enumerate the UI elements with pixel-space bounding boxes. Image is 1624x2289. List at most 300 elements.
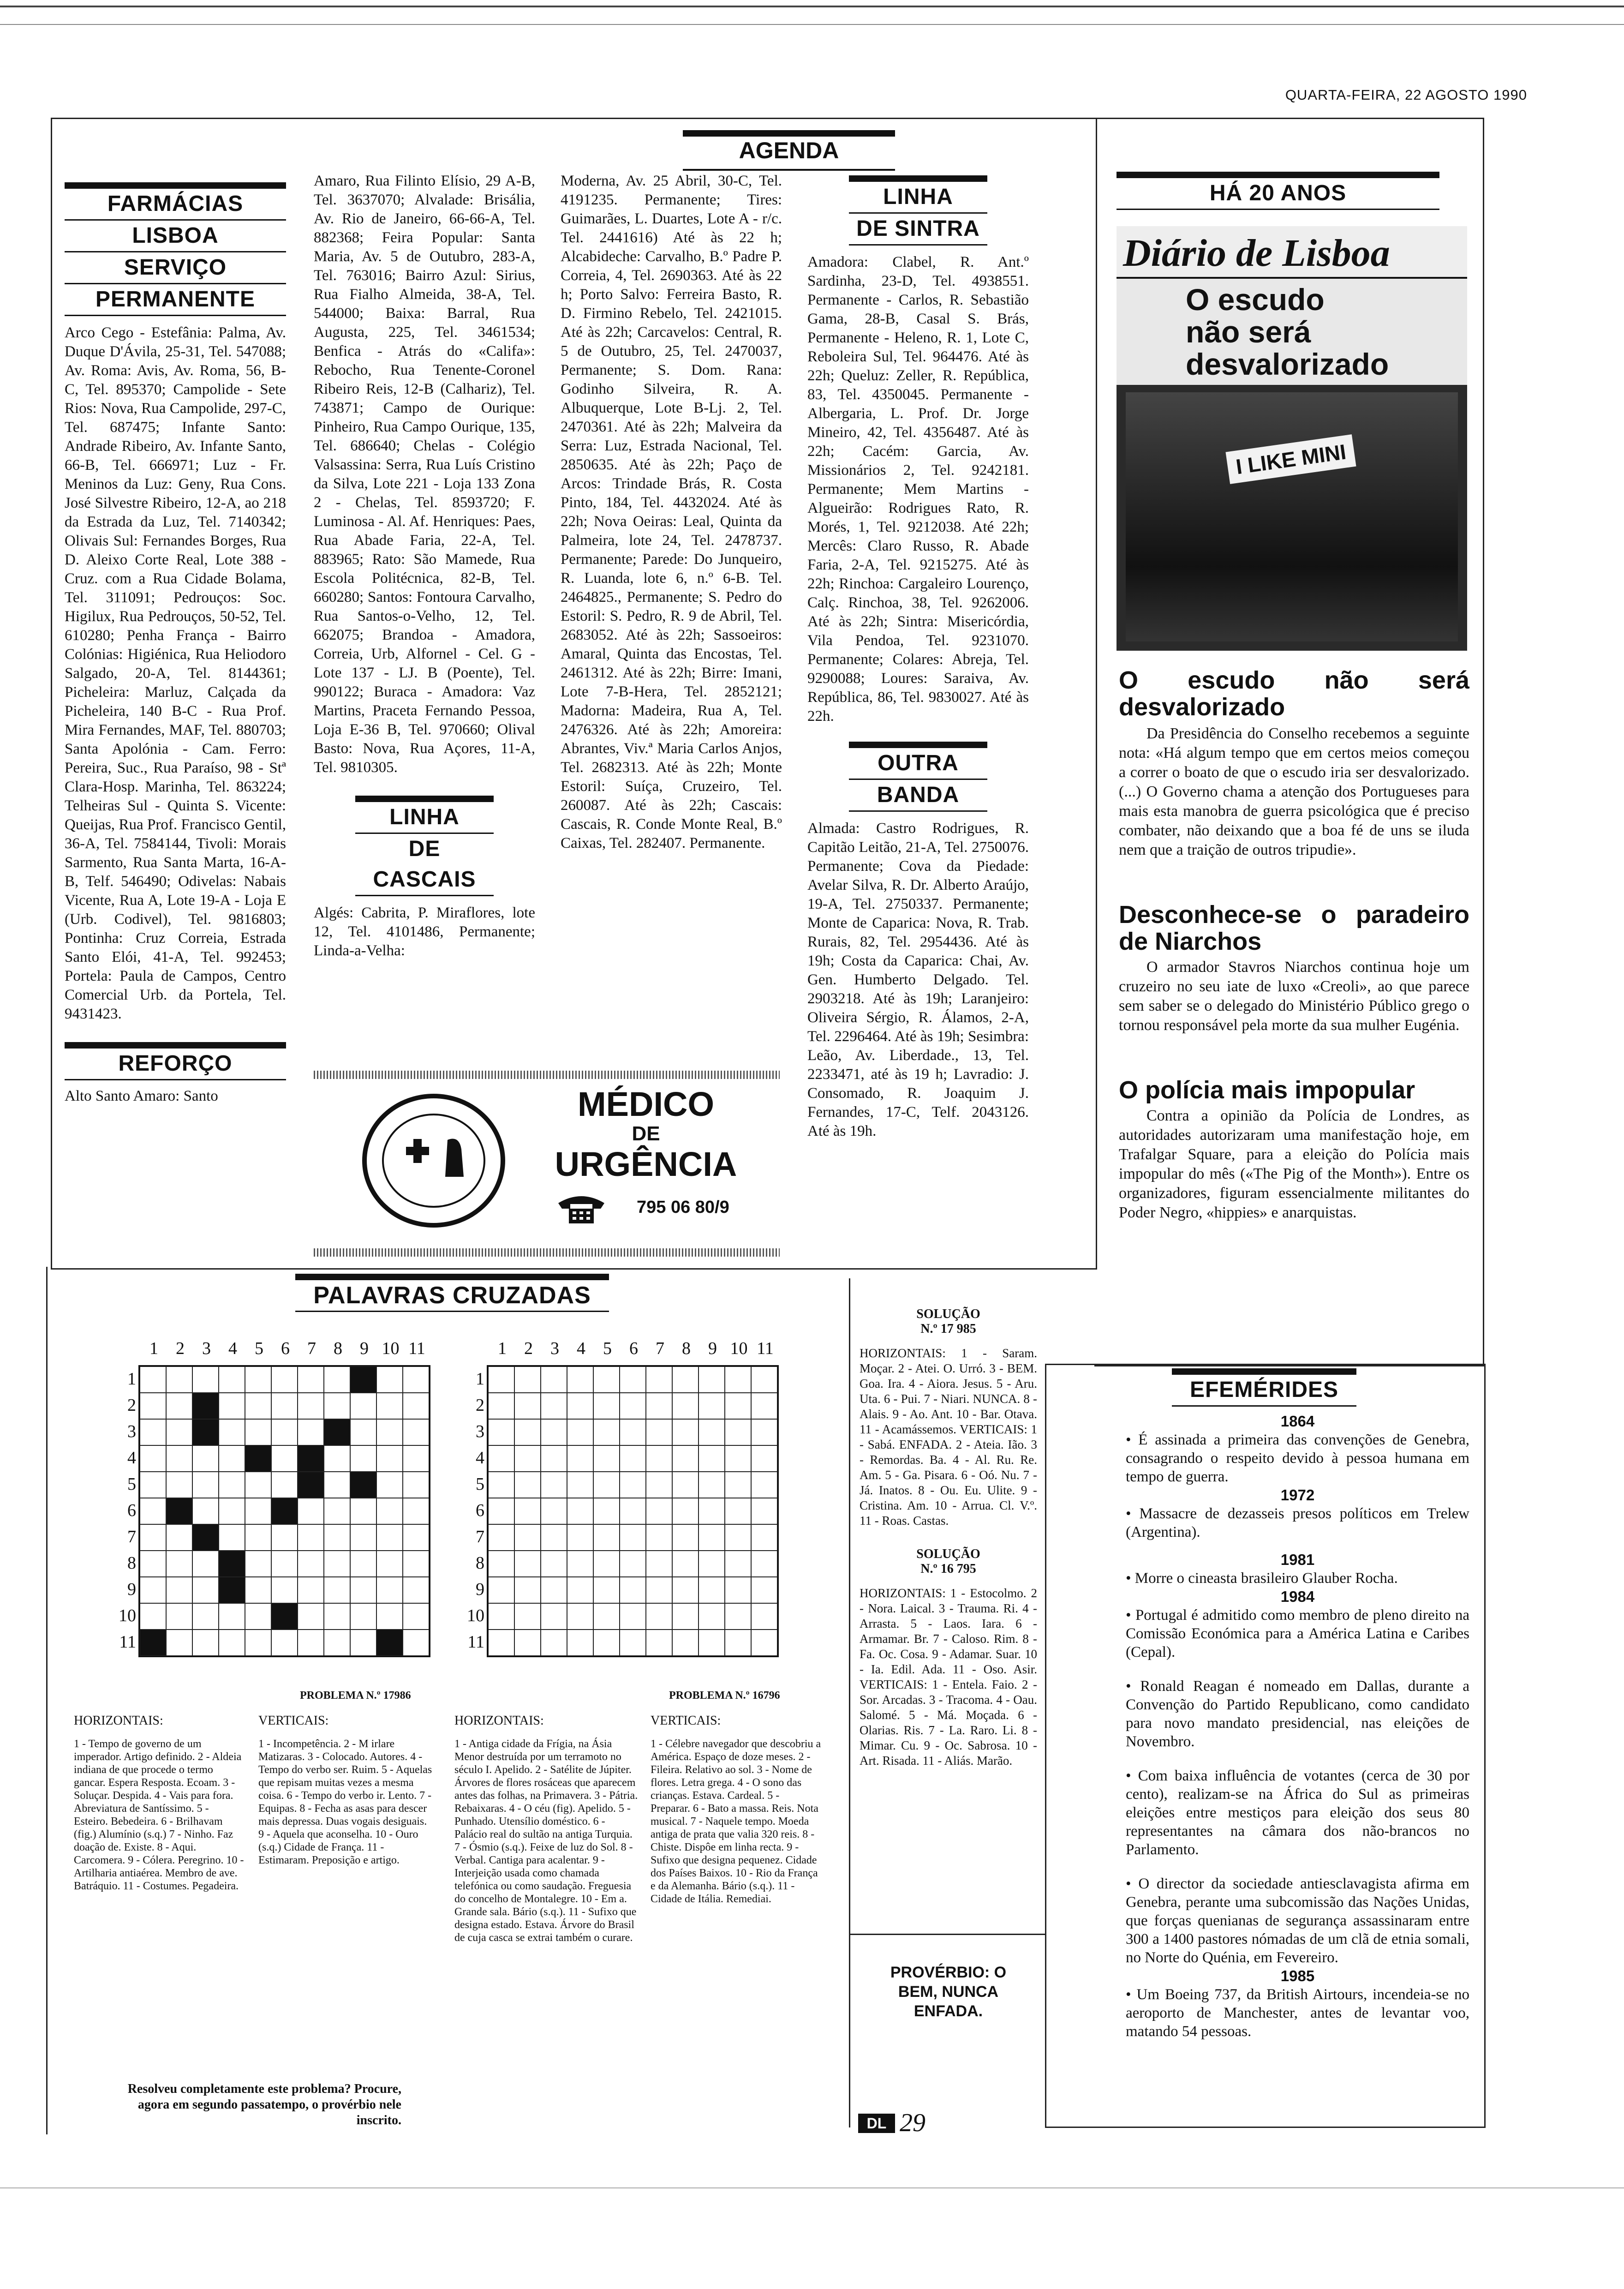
crossword-cell[interactable] xyxy=(271,1551,298,1577)
crossword-cell[interactable] xyxy=(699,1393,725,1419)
crossword-cell[interactable] xyxy=(725,1551,751,1577)
crossword-cell[interactable] xyxy=(140,1498,166,1524)
problem-label-2: PROBLEMA N.º 16796 xyxy=(669,1690,780,1702)
ha20-title: HÁ 20 ANOS xyxy=(1116,172,1439,210)
crossword-cell[interactable] xyxy=(324,1577,350,1603)
crossword-cell[interactable] xyxy=(567,1577,593,1603)
crossword-cell[interactable] xyxy=(567,1419,593,1445)
crossword-cell[interactable] xyxy=(245,1366,271,1393)
crossword-cell[interactable] xyxy=(699,1524,725,1551)
crossword-cell[interactable] xyxy=(271,1498,298,1524)
crossword-cell[interactable] xyxy=(541,1524,567,1551)
crossword-cell[interactable] xyxy=(646,1472,672,1498)
crossword-cell[interactable] xyxy=(324,1498,350,1524)
crossword-cell[interactable] xyxy=(403,1445,429,1472)
crossword-cell[interactable] xyxy=(699,1630,725,1656)
crossword-cell[interactable] xyxy=(298,1393,324,1419)
crossword-cell[interactable] xyxy=(620,1472,646,1498)
crossword-cell[interactable] xyxy=(646,1366,672,1393)
crossword-cell[interactable] xyxy=(403,1472,429,1498)
crossword-cell[interactable] xyxy=(567,1445,593,1472)
crossword-cell[interactable] xyxy=(140,1472,166,1498)
page-number: 29 xyxy=(900,2109,925,2137)
crossword-cell[interactable] xyxy=(140,1524,166,1551)
crossword-cell[interactable] xyxy=(298,1577,324,1603)
crossword-cell[interactable] xyxy=(219,1603,245,1630)
crossword-cell[interactable] xyxy=(192,1577,219,1603)
crossword-cell[interactable] xyxy=(725,1603,751,1630)
crossword-cell[interactable] xyxy=(646,1498,672,1524)
row-number: 3 xyxy=(127,1422,136,1441)
crossword-cell[interactable] xyxy=(403,1551,429,1577)
crossword-cell[interactable] xyxy=(166,1445,192,1472)
crossword-cell[interactable] xyxy=(166,1472,192,1498)
crossword-cell[interactable] xyxy=(192,1472,219,1498)
crossword-cell[interactable] xyxy=(488,1445,514,1472)
crossword-cell[interactable] xyxy=(646,1630,672,1656)
crossword-cell[interactable] xyxy=(514,1393,541,1419)
clues-horizontal-1 xyxy=(74,1714,245,1893)
crossword-cell[interactable] xyxy=(672,1630,699,1656)
crossword-cell[interactable] xyxy=(192,1524,219,1551)
crossword-cell[interactable] xyxy=(672,1393,699,1419)
crossword-cell[interactable] xyxy=(376,1366,403,1393)
crossword-cell[interactable] xyxy=(245,1603,271,1630)
article-headline: O polícia mais impopular xyxy=(1119,1076,1415,1104)
crossword-cell[interactable] xyxy=(350,1393,376,1419)
crossword-cell[interactable] xyxy=(672,1603,699,1630)
crossword-cell[interactable] xyxy=(192,1393,219,1419)
crossword-cell[interactable] xyxy=(245,1445,271,1472)
crossword-cell[interactable] xyxy=(593,1366,620,1393)
crossword-cell[interactable] xyxy=(514,1472,541,1498)
crossword-cell[interactable] xyxy=(376,1419,403,1445)
efemerides-list xyxy=(1126,1412,1469,2041)
crossword-cell[interactable] xyxy=(219,1366,245,1393)
crossword-cell[interactable] xyxy=(751,1551,777,1577)
section-title-de-cascais: DE CASCAIS xyxy=(355,834,494,896)
efemeride-year: 1972 xyxy=(1280,1486,1315,1504)
section-title-outra: OUTRA xyxy=(849,742,987,780)
crossword-cell[interactable] xyxy=(245,1498,271,1524)
crossword-cell[interactable] xyxy=(192,1630,219,1656)
crossword-cell[interactable] xyxy=(219,1630,245,1656)
crossword-cell[interactable] xyxy=(725,1366,751,1393)
crossword-footer-note: Resolveu completamente este problema? Procure, agora em segundo passatempo, o provérbio nele inscrito. xyxy=(127,2082,401,2127)
crossword-cell[interactable] xyxy=(646,1445,672,1472)
crossword-cell[interactable] xyxy=(514,1419,541,1445)
crossword-cell[interactable] xyxy=(192,1551,219,1577)
section-title-reforco: REFORÇO xyxy=(65,1042,286,1080)
section-title-lisboa: LISBOA xyxy=(65,221,286,252)
section-title-farmacias: FARMÁCIAS xyxy=(65,182,286,221)
crossword-cell[interactable] xyxy=(271,1577,298,1603)
crossword-cell[interactable] xyxy=(699,1366,725,1393)
crossword-cell[interactable] xyxy=(166,1366,192,1393)
crossword-cell[interactable] xyxy=(324,1603,350,1630)
efemeride-year: 1981 xyxy=(1280,1551,1315,1568)
crossword-cell[interactable] xyxy=(646,1419,672,1445)
crossword-cell[interactable] xyxy=(219,1577,245,1603)
crossword-cell[interactable] xyxy=(514,1630,541,1656)
crossword-cell[interactable] xyxy=(488,1393,514,1419)
crossword-cell[interactable] xyxy=(192,1419,219,1445)
crossword-cell[interactable] xyxy=(324,1445,350,1472)
crossword-cell[interactable] xyxy=(166,1630,192,1656)
crossword-cell[interactable] xyxy=(376,1445,403,1472)
crossword-cell[interactable] xyxy=(541,1498,567,1524)
crossword-cell[interactable] xyxy=(541,1445,567,1472)
row-number: 10 xyxy=(119,1606,136,1625)
crossword-cell[interactable] xyxy=(350,1419,376,1445)
crossword-grid-1[interactable] xyxy=(138,1365,430,1657)
crossword-cell[interactable] xyxy=(488,1630,514,1656)
efemeride-entry xyxy=(1126,1767,1469,1859)
crossword-cell[interactable] xyxy=(298,1603,324,1630)
crossword-cell[interactable] xyxy=(751,1630,777,1656)
crossword-cell[interactable] xyxy=(376,1393,403,1419)
crossword-cell[interactable] xyxy=(403,1630,429,1656)
section-title-banda: BANDA xyxy=(849,780,987,812)
crossword-cell[interactable] xyxy=(567,1393,593,1419)
crossword-cell[interactable] xyxy=(245,1472,271,1498)
crossword-cell[interactable] xyxy=(403,1524,429,1551)
crossword-cell[interactable] xyxy=(751,1445,777,1472)
column-number: 9 xyxy=(360,1339,369,1358)
crossword-cell[interactable] xyxy=(140,1551,166,1577)
crossword-cell[interactable] xyxy=(298,1498,324,1524)
crossword-cell[interactable] xyxy=(140,1393,166,1419)
crossword-cell[interactable] xyxy=(166,1603,192,1630)
crossword-cell[interactable] xyxy=(298,1419,324,1445)
crossword-cell[interactable] xyxy=(403,1577,429,1603)
crossword-cell[interactable] xyxy=(324,1524,350,1551)
crossword-cell[interactable] xyxy=(514,1524,541,1551)
crossword-cell[interactable] xyxy=(140,1603,166,1630)
crossword-cell[interactable] xyxy=(376,1630,403,1656)
efemeride-entry xyxy=(1126,1551,1469,1588)
agenda-column-3 xyxy=(561,172,782,853)
crossword-cell[interactable] xyxy=(271,1366,298,1393)
crossword-cell[interactable] xyxy=(488,1577,514,1603)
crossword-cell[interactable] xyxy=(488,1524,514,1551)
crossword-cell[interactable] xyxy=(192,1498,219,1524)
crossword-cell[interactable] xyxy=(620,1393,646,1419)
crossword-cell[interactable] xyxy=(298,1551,324,1577)
crossword-cell[interactable] xyxy=(699,1498,725,1524)
crossword-cell[interactable] xyxy=(725,1524,751,1551)
crossword-cell[interactable] xyxy=(593,1472,620,1498)
crossword-cell[interactable] xyxy=(725,1419,751,1445)
crossword-cell[interactable] xyxy=(541,1577,567,1603)
crossword-cell[interactable] xyxy=(488,1366,514,1393)
crossword-cell[interactable] xyxy=(245,1419,271,1445)
crossword-cell[interactable] xyxy=(672,1498,699,1524)
crossword-cell[interactable] xyxy=(620,1603,646,1630)
row-number: 5 xyxy=(127,1474,136,1494)
crossword-cell[interactable] xyxy=(672,1577,699,1603)
crossword-cell[interactable] xyxy=(699,1419,725,1445)
crossword-cell[interactable] xyxy=(324,1630,350,1656)
crossword-cell[interactable] xyxy=(271,1472,298,1498)
crossword-cell[interactable] xyxy=(620,1577,646,1603)
crossword-cell[interactable] xyxy=(324,1366,350,1393)
publication-logo: DL xyxy=(858,2114,895,2133)
crossword-cell[interactable] xyxy=(219,1472,245,1498)
crossword-cell[interactable] xyxy=(514,1445,541,1472)
crossword-cell[interactable] xyxy=(725,1445,751,1472)
crossword-cell[interactable] xyxy=(219,1445,245,1472)
crossword-cell[interactable] xyxy=(271,1419,298,1445)
column-number: 5 xyxy=(603,1339,612,1358)
crossword-cell[interactable] xyxy=(725,1577,751,1603)
crossword-cell[interactable] xyxy=(593,1419,620,1445)
clipping-headline: O escudo não será desvalorizado xyxy=(1186,282,1389,381)
efemeride-year: 1984 xyxy=(1280,1588,1315,1605)
crossword-cell[interactable] xyxy=(140,1366,166,1393)
crossword-cell[interactable] xyxy=(514,1498,541,1524)
crossword-cell[interactable] xyxy=(699,1603,725,1630)
crossword-cell[interactable] xyxy=(140,1419,166,1445)
crossword-cell[interactable] xyxy=(166,1498,192,1524)
crossword-cell[interactable] xyxy=(219,1498,245,1524)
crossword-cell[interactable] xyxy=(672,1419,699,1445)
section-title-servico: SERVIÇO xyxy=(65,252,286,284)
crossword-cell[interactable] xyxy=(593,1524,620,1551)
crossword-cell[interactable] xyxy=(488,1419,514,1445)
clinic-logo xyxy=(351,1089,517,1232)
crossword-cell[interactable] xyxy=(350,1630,376,1656)
crossword-cell[interactable] xyxy=(751,1393,777,1419)
crossword-cell[interactable] xyxy=(350,1445,376,1472)
crossword-cell[interactable] xyxy=(376,1603,403,1630)
crossword-cell[interactable] xyxy=(593,1603,620,1630)
medico-title-2: DE xyxy=(632,1122,660,1145)
agenda-title: AGENDA xyxy=(683,130,895,171)
column-number: 8 xyxy=(682,1339,691,1358)
crossword-cell[interactable] xyxy=(166,1577,192,1603)
crossword-cell[interactable] xyxy=(672,1366,699,1393)
crossword-cell[interactable] xyxy=(620,1524,646,1551)
crossword-cell[interactable] xyxy=(514,1366,541,1393)
crossword-cell[interactable] xyxy=(376,1577,403,1603)
crossword-cell[interactable] xyxy=(271,1393,298,1419)
crossword-cell[interactable] xyxy=(672,1445,699,1472)
crossword-cell[interactable] xyxy=(376,1551,403,1577)
crossword-cell[interactable] xyxy=(403,1498,429,1524)
efemeride-text: • Com baixa influência de votantes (cerca de 30 por cento), realizam-se na África do Sul as primeiras eleições entre mestiços para eleição dos seus 80 representantes na câmara dos não-brancos no Parlamento. xyxy=(1126,1768,1469,1858)
row-number: 4 xyxy=(476,1448,484,1468)
row-number: 6 xyxy=(127,1501,136,1520)
crossword-cell[interactable] xyxy=(219,1393,245,1419)
clipping-masthead: Diário de Lisboa xyxy=(1123,232,1390,275)
column-number: 7 xyxy=(307,1339,316,1358)
crossword-cell[interactable] xyxy=(192,1366,219,1393)
crossword-cell[interactable] xyxy=(699,1551,725,1577)
crossword-cell[interactable] xyxy=(672,1472,699,1498)
efemeride-text: • Massacre de dezasseis presos políticos em Trelew (Argentina). xyxy=(1126,1505,1469,1540)
crossword-cell[interactable] xyxy=(672,1551,699,1577)
crossword-cell[interactable] xyxy=(751,1524,777,1551)
crossword-cell[interactable] xyxy=(751,1419,777,1445)
article-headline: O escudo não será desvalorizado xyxy=(1119,666,1469,721)
crossword-cell[interactable] xyxy=(245,1630,271,1656)
crossword-cell[interactable] xyxy=(567,1630,593,1656)
crossword-cell[interactable] xyxy=(166,1419,192,1445)
crossword-cell[interactable] xyxy=(350,1577,376,1603)
crossword-cell[interactable] xyxy=(219,1551,245,1577)
article-body: Contra a opinião da Polícia de Londres, as autoridades autorizaram uma manifestação hoje, em Trafalgar Square, para a eleição do Polícia mais impopular do mês («The Pig of the Month»). Entre os organizadores, figuram essencialmente militantes do Poder Negro, «hippies» e anarquistas. xyxy=(1119,1107,1469,1221)
crossword-cell[interactable] xyxy=(567,1551,593,1577)
crossword-cell[interactable] xyxy=(751,1498,777,1524)
crossword-cell[interactable] xyxy=(593,1445,620,1472)
crossword-cell[interactable] xyxy=(350,1498,376,1524)
crossword-cell[interactable] xyxy=(541,1603,567,1630)
crossword-cell[interactable] xyxy=(350,1603,376,1630)
crossword-cell[interactable] xyxy=(271,1630,298,1656)
crossword-cell[interactable] xyxy=(593,1393,620,1419)
crossword-cell[interactable] xyxy=(298,1366,324,1393)
crossword-cell[interactable] xyxy=(298,1630,324,1656)
crossword-cell[interactable] xyxy=(488,1498,514,1524)
crossword-cell[interactable] xyxy=(245,1393,271,1419)
crossword-cell[interactable] xyxy=(192,1445,219,1472)
crossword-cell[interactable] xyxy=(699,1472,725,1498)
crossword-cell[interactable] xyxy=(593,1551,620,1577)
crossword-cell[interactable] xyxy=(166,1393,192,1419)
crossword-cell[interactable] xyxy=(140,1577,166,1603)
crossword-cell[interactable] xyxy=(593,1630,620,1656)
crossword-cell[interactable] xyxy=(567,1472,593,1498)
crossword-cell[interactable] xyxy=(324,1551,350,1577)
crossword-cell[interactable] xyxy=(219,1419,245,1445)
efemeride-entry xyxy=(1126,1677,1469,1751)
crossword-cell[interactable] xyxy=(488,1551,514,1577)
efemeride-entry xyxy=(1126,1486,1469,1541)
crossword-cell[interactable] xyxy=(751,1472,777,1498)
row-number: 8 xyxy=(127,1553,136,1573)
crossword-cell[interactable] xyxy=(350,1366,376,1393)
crossword-cell[interactable] xyxy=(514,1551,541,1577)
crossword-cell[interactable] xyxy=(245,1524,271,1551)
crossword-cell[interactable] xyxy=(350,1524,376,1551)
crossword-cell[interactable] xyxy=(646,1551,672,1577)
efemeride-year: 1985 xyxy=(1280,1967,1315,1984)
crossword-cell[interactable] xyxy=(699,1445,725,1472)
crossword-grid-2[interactable] xyxy=(487,1365,779,1657)
crossword-cell[interactable] xyxy=(403,1603,429,1630)
crossword-cell[interactable] xyxy=(567,1524,593,1551)
crossword-cell[interactable] xyxy=(567,1498,593,1524)
crossword-cell[interactable] xyxy=(620,1419,646,1445)
crossword-cell[interactable] xyxy=(751,1577,777,1603)
crossword-cell[interactable] xyxy=(140,1630,166,1656)
crossword-cell[interactable] xyxy=(350,1472,376,1498)
crossword-cell[interactable] xyxy=(620,1551,646,1577)
crossword-cell[interactable] xyxy=(166,1524,192,1551)
crossword-cell[interactable] xyxy=(593,1498,620,1524)
crossword-cell[interactable] xyxy=(403,1393,429,1419)
phone-icon xyxy=(556,1193,607,1225)
crossword-cell[interactable] xyxy=(271,1603,298,1630)
crossword-cell[interactable] xyxy=(672,1524,699,1551)
section-title-linha-sintra: LINHA xyxy=(849,175,987,214)
crossword-cell[interactable] xyxy=(245,1551,271,1577)
crossword-cell[interactable] xyxy=(271,1524,298,1551)
crossword-cell[interactable] xyxy=(192,1603,219,1630)
crossword-cell[interactable] xyxy=(646,1603,672,1630)
crossword-cell[interactable] xyxy=(567,1603,593,1630)
crossword-cell[interactable] xyxy=(350,1551,376,1577)
crossword-cell[interactable] xyxy=(725,1498,751,1524)
solutions-column xyxy=(849,1278,1046,2127)
crossword-cell[interactable] xyxy=(541,1366,567,1393)
crossword-cell[interactable] xyxy=(245,1577,271,1603)
crossword-cell[interactable] xyxy=(620,1445,646,1472)
crossword-cell[interactable] xyxy=(620,1366,646,1393)
crossword-cell[interactable] xyxy=(725,1393,751,1419)
crossword-cell[interactable] xyxy=(376,1524,403,1551)
solution-text-2: HORIZONTAIS: 1 - Estocolmo. 2 - Nora. Laical. 3 - Trauma. Ri. 4 - Arrasta. 5 - Laos. Iara. 6 - Armamar. Br. 7 - Caloso. Rim. 8 - Fa. Oc. Cosa. 9 - Adamar. Suar. 10 - Ia. Edil. Ada. 11 - Oso. Asir. VERTICAIS: 1 - Entela. Faio. 2 - Sor. Arcadas. 3 - Tracoma. 4 - Oau. Salomé. 5 - Má. Moçada. 6 - Olarias. Ris. 7 - La. Raro. Li. 8 - Mimar. Cu. 9 - Oc. Sabrosa. 10 - Art. Risada. 11 - Aliás. Marão. xyxy=(860,1586,1037,1768)
crossword-cell[interactable] xyxy=(541,1630,567,1656)
row-number: 10 xyxy=(467,1606,484,1625)
crossword-cell[interactable] xyxy=(324,1472,350,1498)
crossword-cell[interactable] xyxy=(620,1630,646,1656)
crossword-cell[interactable] xyxy=(403,1419,429,1445)
crossword-cell[interactable] xyxy=(541,1393,567,1419)
column-number: 6 xyxy=(629,1339,638,1358)
medico-title-3: URGÊNCIA xyxy=(555,1145,737,1183)
crossword-cell[interactable] xyxy=(541,1551,567,1577)
outra-banda-listing: Almada: Castro Rodrigues, R. Capitão Leitão, 21-A, Tel. 2750076. Permanente; Cova da Piedade: Avelar Silva, R. Dr. Alberto Araújo, 19-A, Tel. 2750337. Permanente; Monte de Caparica: Nova, R. Trab. Rurais, 82, Tel. 2954436. Até às 19h; Costa da Caparica: Chai, Av. Gen. Humberto Delgado. Tel. 2903218. Até às 19h; Laranjeiro: Oliveira Sérgio, R. Álamos, 2-A, Tel. 2296464. Até às 19h; Sesimbra: Leão, Av. Liberdade., 13, Tel. 2233471, até às 19 h; Lavradio: J. Consomado, R. Joaquim J. Fernandes, 17-C, Telf. 2043126. Até às 19h. xyxy=(807,820,1029,1139)
crossword-cell[interactable] xyxy=(166,1551,192,1577)
crossword-cell[interactable] xyxy=(725,1472,751,1498)
crossword-cell[interactable] xyxy=(699,1577,725,1603)
crossword-cell[interactable] xyxy=(646,1393,672,1419)
crossword-cell[interactable] xyxy=(514,1603,541,1630)
crossword-cell[interactable] xyxy=(376,1498,403,1524)
solution-text-1: HORIZONTAIS: 1 - Saram. Moçar. 2 - Atei. O. Urró. 3 - BEM. Goa. Ira. 4 - Aiora. Jesus. 5 - Aru. Uta. 6 - Pui. 7 - Niari. NUNCA. 8 - Alais. 9 - Ao. Ant. 10 - Bar. Otava. 11 - Acamássemos. VERTICAIS: 1 - Sabá. ENFADA. 2 - Ateia. Ião. 3 - Remordas. Ba. 4 - Al. Ru. Re. Am. 5 - Ga. Pisara. 6 - Oó. Nu. 7 - Já. Inatos. 8 - Ou. Eu. Ulite. 9 - Cristina. Am. 10 - Arrua. Cl. V.º. 11 - Roas. Castas. xyxy=(860,1346,1037,1528)
crossword-cell[interactable] xyxy=(593,1577,620,1603)
crossword-cell[interactable] xyxy=(376,1472,403,1498)
crossword-cell[interactable] xyxy=(541,1419,567,1445)
crossword-cell[interactable] xyxy=(620,1498,646,1524)
section-title-de-sintra: DE SINTRA xyxy=(849,214,987,246)
crossword-cell[interactable] xyxy=(298,1445,324,1472)
crossword-cell[interactable] xyxy=(324,1393,350,1419)
efemeride-text: • Ronald Reagan é nomeado em Dallas, durante a Convenção do Partido Republicano, como candidato para novo mandato presidencial, nas eleições de Novembro. xyxy=(1126,1678,1469,1750)
column-number: 7 xyxy=(656,1339,664,1358)
crossword-cell[interactable] xyxy=(488,1472,514,1498)
crossword-cell[interactable] xyxy=(324,1419,350,1445)
crossword-cell[interactable] xyxy=(567,1366,593,1393)
crossword-cell[interactable] xyxy=(514,1577,541,1603)
crossword-cell[interactable] xyxy=(751,1603,777,1630)
crossword-cell[interactable] xyxy=(271,1445,298,1472)
crossword-cell[interactable] xyxy=(298,1524,324,1551)
crossword-cell[interactable] xyxy=(298,1472,324,1498)
crossword-cell[interactable] xyxy=(403,1366,429,1393)
crossword-cell[interactable] xyxy=(219,1524,245,1551)
crossword-cell[interactable] xyxy=(646,1524,672,1551)
crossword-cell[interactable] xyxy=(488,1603,514,1630)
crossword-cell[interactable] xyxy=(751,1366,777,1393)
crossword-cell[interactable] xyxy=(140,1445,166,1472)
crossword-cell[interactable] xyxy=(541,1472,567,1498)
crossword-cell[interactable] xyxy=(646,1577,672,1603)
article-body: O armador Stavros Niarchos continua hoje um cruzeiro no seu iate de luxo «Creoli», ao que parece sem saber se o delegado do Ministério Público grego o tornou responsável pela morte da sua mulher Eugénia. xyxy=(1119,959,1469,1034)
crossword-cell[interactable] xyxy=(725,1630,751,1656)
